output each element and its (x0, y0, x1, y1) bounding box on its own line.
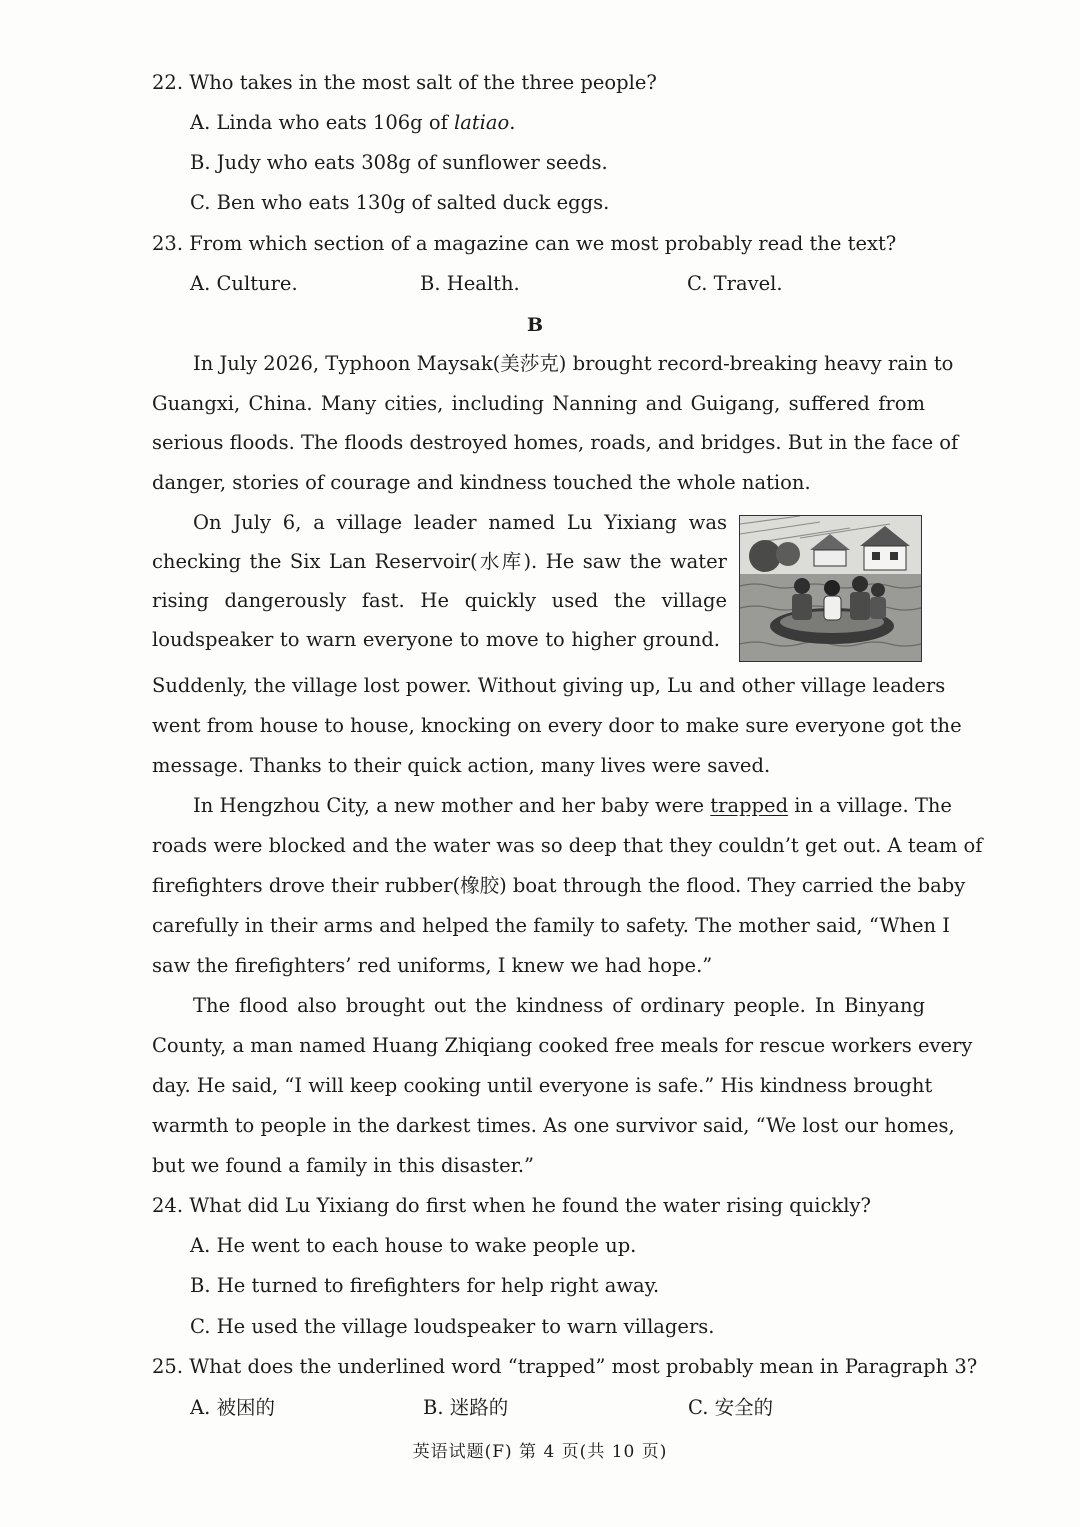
question-23-option-a: A. Culture. (190, 272, 298, 295)
passage-p2-line-3: rising dangerously fast. He quickly used the village (152, 589, 727, 612)
question-25-stem: 25. What does the underlined word “trapped” most probably mean in Paragraph 3? (152, 1355, 978, 1378)
option-a-text: A. Linda who eats 106g of (190, 111, 454, 134)
question-24-stem: 24. What did Lu Yixiang do first when he found the water rising quickly? (152, 1194, 871, 1217)
passage-p4-line-1: The flood also brought out the kindness of ordinary people. In Binyang (193, 994, 925, 1017)
passage-p3-line-2: roads were blocked and the water was so deep that they couldn’t get out. A team of (152, 834, 983, 857)
section-label: B (527, 314, 544, 336)
question-22-option-c: C. Ben who eats 130g of salted duck eggs. (190, 191, 610, 214)
p3-text-after: in a village. The (788, 794, 952, 817)
question-24-option-a: A. He went to each house to wake people up. (190, 1234, 637, 1257)
question-25-option-c: C. 安全的 (688, 1396, 774, 1419)
passage-p2-line-5: Suddenly, the village lost power. Without giving up, Lu and other village leaders (152, 674, 946, 697)
passage-p1-line-2: Guangxi, China. Many cities, including Nanning and Guigang, suffered from (152, 392, 925, 415)
question-23-stem: 23. From which section of a magazine can we most probably read the text? (152, 232, 897, 255)
question-24-option-b: B. He turned to firefighters for help right away. (190, 1274, 660, 1297)
passage-p1-line-3: serious floods. The floods destroyed homes, roads, and bridges. But in the face of (152, 431, 959, 454)
passage-p4-line-2: County, a man named Huang Zhiqiang cooked free meals for rescue workers every (152, 1034, 973, 1057)
passage-p3-line-4: carefully in their arms and helped the family to safety. The mother said, “When I (152, 914, 950, 937)
option-a-italic-word: latiao (453, 111, 510, 134)
passage-p4-line-3: day. He said, “I will keep cooking until everyone is safe.” His kindness brought (152, 1074, 933, 1097)
option-a-punct: . (509, 111, 516, 134)
passage-p2-line-7: message. Thanks to their quick action, many lives were saved. (152, 754, 771, 777)
question-22-option-b: B. Judy who eats 308g of sunflower seeds. (190, 151, 608, 174)
passage-p3-line-3: firefighters drove their rubber(橡胶) boat through the flood. They carried the baby (152, 874, 966, 897)
passage-p2-line-6: went from house to house, knocking on every door to make sure everyone got the (152, 714, 962, 737)
question-24-option-c: C. He used the village loudspeaker to warn villagers. (190, 1315, 715, 1338)
passage-p4-line-4: warmth to people in the darkest times. As one survivor said, “We lost our homes, (152, 1114, 955, 1137)
passage-p2-line-1: On July 6, a village leader named Lu Yixiang was (193, 511, 727, 534)
question-22-stem: 22. Who takes in the most salt of the three people? (152, 71, 657, 94)
passage-p1-line-1: In July 2026, Typhoon Maysak(美莎克) brought record-breaking heavy rain to (193, 352, 954, 375)
passage-p2-line-4: loudspeaker to warn everyone to move to higher ground. (152, 628, 720, 651)
question-22-option-a (190, 111, 516, 135)
passage-p3-line-5: saw the firefighters’ red uniforms, I knew we had hope.” (152, 954, 713, 977)
question-25-option-a: A. 被困的 (190, 1396, 275, 1419)
underlined-word-trapped: trapped (710, 794, 789, 817)
question-23-option-b: B. Health. (420, 272, 520, 295)
flood-rescue-boat-illustration (739, 515, 922, 662)
passage-p1-line-4: danger, stories of courage and kindness touched the whole nation. (152, 471, 811, 494)
passage-p2-line-2: checking the Six Lan Reservoir(水库). He saw the water (152, 550, 727, 573)
passage-p3-line-1 (193, 794, 952, 818)
question-25-option-b: B. 迷路的 (423, 1396, 509, 1419)
question-23-option-c: C. Travel. (687, 272, 783, 295)
page-footer: 英语试题(F) 第 4 页(共 10 页) (412, 1442, 668, 1462)
p3-text-before: In Hengzhou City, a new mother and her baby were (193, 794, 711, 817)
passage-p4-line-5: but we found a family in this disaster.” (152, 1154, 535, 1177)
